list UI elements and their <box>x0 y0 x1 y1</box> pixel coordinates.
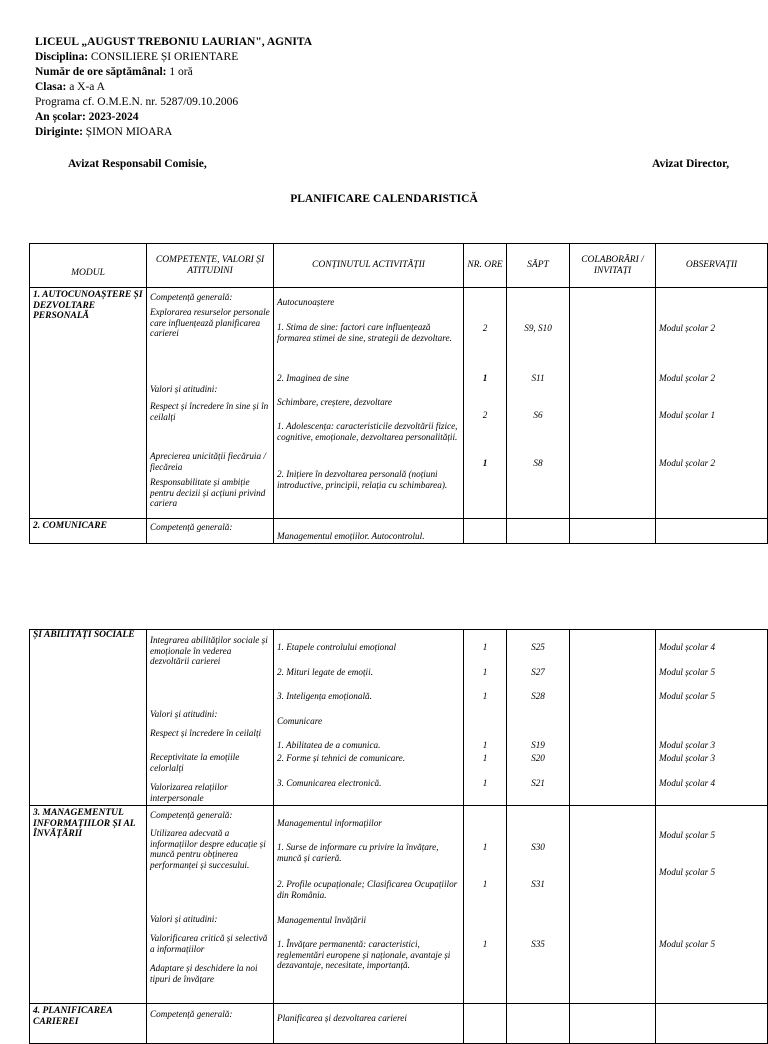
module-name-continued: ȘI ABILITĂȚI SOCIALE <box>30 630 147 806</box>
empty-cell <box>656 519 768 544</box>
table-row <box>30 806 768 1004</box>
module-name: 2. COMUNICARE <box>30 519 147 544</box>
observation-value: Modul școlar 5 <box>659 867 716 877</box>
col-observatii: OBSERVAȚII <box>656 244 768 288</box>
hours-value: 1 <box>482 691 488 701</box>
week-value: S28 <box>531 691 545 701</box>
collaborations-cell <box>570 630 656 806</box>
module-name: 1. AUTOCUNOAȘTERE ȘI DEZVOLTARE PERSONALĂ <box>30 288 147 519</box>
hours-value: 2 <box>482 410 488 420</box>
module-name: 4. PLANIFICAREA CARIEREI <box>30 1004 147 1044</box>
activity-item: 1. Învățare permanentă: caracteristici, reglementări europene și naționale, avantaje și dezavantaje, necesitate, importanță. <box>277 939 451 970</box>
observation-value: Modul școlar 4 <box>659 778 716 788</box>
col-nr-ore: NR. ORE <box>464 244 507 288</box>
col-modul: MODUL <box>30 244 147 288</box>
planning-table-2 <box>29 629 768 1044</box>
competence-text: Explorarea resurselor personale care influențează planificarea carierei <box>150 307 270 338</box>
activity-heading: Schimbare, creștere, dezvoltare <box>277 397 392 407</box>
class-line: Clasa: a X-a A <box>35 81 105 93</box>
table-row <box>30 630 768 806</box>
observation-value: Modul școlar 5 <box>659 667 716 677</box>
hours-value: 1 <box>482 373 488 383</box>
activity-item: 2. Inițiere în dezvoltarea personală (noțiuni introductive, principii, relația cu schimbarea). <box>277 469 448 490</box>
observation-value: Modul școlar 4 <box>659 642 716 652</box>
observation-value: Modul școlar 5 <box>659 691 716 701</box>
values-label: Valori și atitudini: <box>150 914 218 924</box>
value-item: Valorizarea relațiilor interpersonale <box>150 782 228 803</box>
table-row <box>30 519 768 544</box>
collaborations-cell <box>570 806 656 1004</box>
hours-value: 1 <box>482 778 488 788</box>
observation-value: Modul școlar 5 <box>659 939 716 949</box>
week-value: S8 <box>533 458 543 468</box>
value-item: Aprecierea unicității fiecăruia / fiecăreia <box>150 451 266 472</box>
planning-table-1 <box>29 243 768 544</box>
competence-general-label: Competență generală: <box>150 292 233 302</box>
competences-cell <box>147 806 274 1004</box>
week-value: S25 <box>531 642 545 652</box>
value-item: Valorificarea critică și selectivă a informațiilor <box>150 933 268 954</box>
observation-value: Modul școlar 2 <box>659 323 716 333</box>
table-header-row <box>30 244 768 288</box>
activity-item: 2. Profile ocupaționale; Clasificarea Ocupațiilor din România. <box>277 879 458 900</box>
observations-cell <box>656 630 768 806</box>
empty-cell <box>507 519 570 544</box>
values-label: Valori și atitudini: <box>150 384 218 394</box>
activity-item: 3. Inteligența emoțională. <box>277 691 372 701</box>
week-value: S27 <box>531 667 545 677</box>
activity-cell <box>274 288 464 519</box>
week-value: S30 <box>531 842 545 852</box>
hours-value: 1 <box>482 667 488 677</box>
collaborations-cell <box>570 288 656 519</box>
col-competente: COMPETENȚE, VALORI ȘI ATITUDINI <box>147 244 274 288</box>
activity-cell <box>274 806 464 1004</box>
competences-cell <box>147 288 274 519</box>
school-year-line: An școlar: 2023-2024 <box>35 111 139 123</box>
observations-cell <box>656 288 768 519</box>
competence-text: Utilizarea adecvată a informațiilor despre educație și muncă pentru obținerea performanței și succesului. <box>150 828 266 870</box>
week-cell <box>507 630 570 806</box>
observation-value: Modul școlar 2 <box>659 373 716 383</box>
activity-item: 3. Comunicarea electronică. <box>277 778 382 788</box>
activity-heading: Managementul învățării <box>277 915 367 925</box>
page-title: PLANIFICARE CALENDARISTICĂ <box>290 193 478 205</box>
observation-value: Modul școlar 2 <box>659 458 716 468</box>
activity-heading: Managementul informațiilor <box>277 818 382 828</box>
hours-value: 1 <box>482 458 488 468</box>
hours-cell <box>464 288 507 519</box>
school-name: LICEUL „AUGUST TREBONIU LAURIAN", AGNITA <box>35 36 313 48</box>
competence-text: Integrarea abilităților sociale și emoționale în vederea dezvoltării carierei <box>150 635 268 666</box>
activity-item: 2. Imaginea de sine <box>277 373 349 383</box>
activity-heading: Managementul emoțiilor. Autocontrolul. <box>274 519 464 544</box>
observation-value: Modul școlar 5 <box>659 830 716 840</box>
hours-value: 1 <box>482 642 488 652</box>
competence-general-label: Competență generală: <box>147 519 274 544</box>
competence-general-label: Competență generală: <box>150 810 233 820</box>
hours-value: 1 <box>482 879 488 889</box>
approval-director: Avizat Director, <box>652 158 730 170</box>
week-value: S31 <box>531 879 545 889</box>
discipline-line: Disciplina: CONSILIERE ȘI ORIENTARE <box>35 51 239 63</box>
activity-cell <box>274 630 464 806</box>
hours-cell <box>464 806 507 1004</box>
activity-item: 1. Adolescența: caracteristicile dezvoltării fizice, cognitive, emoționale, dezvoltarea personalității. <box>277 421 458 442</box>
activity-heading: Autocunoaștere <box>277 297 335 307</box>
week-value: S35 <box>531 939 545 949</box>
empty-cell <box>570 519 656 544</box>
observation-value: Modul școlar 1 <box>659 410 716 420</box>
hours-value: 1 <box>482 939 488 949</box>
values-label: Valori și atitudini: <box>150 709 218 719</box>
activity-item: 1. Surse de informare cu privire la învățare, muncă și carieră. <box>277 842 439 863</box>
week-value: S20 <box>531 753 545 763</box>
table-row <box>30 288 768 519</box>
activity-item: 1. Stima de sine: factori care influențează formarea stimei de sine, strategii de dezvoltare. <box>277 322 452 343</box>
hours-value: 1 <box>482 842 488 852</box>
teacher-line: Diriginte: ȘIMON MIOARA <box>35 126 173 138</box>
activity-heading: Planificarea și dezvoltarea carierei <box>274 1004 464 1044</box>
col-colaborari: COLABORĂRI / INVITAȚI <box>570 244 656 288</box>
col-sapt: SĂPT <box>507 244 570 288</box>
week-cell <box>507 288 570 519</box>
observations-cell <box>656 806 768 1004</box>
activity-item: 1. Abilitatea de a comunica. <box>277 740 381 750</box>
value-item: Respect și încredere în ceilalți <box>150 728 262 738</box>
week-value: S21 <box>531 778 545 788</box>
value-item: Receptivitate la emoțiile celorlalți <box>150 752 240 773</box>
approval-commission: Avizat Responsabil Comisie, <box>68 158 207 170</box>
hours-value: 1 <box>482 753 488 763</box>
value-item: Responsabilitate și ambiție pentru decizii și acțiuni privind cariera <box>150 477 266 508</box>
activity-heading: Comunicare <box>277 716 323 726</box>
programa-line: Programa cf. O.M.E.N. nr. 5287/09.10.2006 <box>35 96 239 108</box>
value-item: Adaptare și deschidere la noi tipuri de învățare <box>150 963 258 984</box>
competences-cell <box>147 630 274 806</box>
competence-general-label: Competență generală: <box>147 1004 274 1044</box>
value-item: Respect și încredere în sine și în ceilalți <box>150 401 269 422</box>
hours-value: 2 <box>482 323 488 333</box>
module-name: 3. MANAGEMENTUL INFORMAȚIILOR ȘI AL ÎNVĂȚĂRII <box>30 806 147 1004</box>
week-value: S6 <box>533 410 543 420</box>
col-continut: CONȚINUTUL ACTIVITĂȚII <box>274 244 464 288</box>
week-value: S9, S10 <box>524 323 552 333</box>
hours-line: Număr de ore săptămânal: 1 oră <box>35 66 193 78</box>
hours-value: 1 <box>482 740 488 750</box>
week-value: S11 <box>531 373 545 383</box>
activity-item: 2. Mituri legate de emoții. <box>277 667 373 677</box>
week-cell <box>507 806 570 1004</box>
activity-item: 2. Forme și tehnici de comunicare. <box>277 753 405 763</box>
empty-cell <box>464 519 507 544</box>
observation-value: Modul școlar 3 <box>659 740 716 750</box>
week-value: S19 <box>531 740 545 750</box>
hours-cell <box>464 630 507 806</box>
observation-value: Modul școlar 3 <box>659 753 716 763</box>
activity-item: 1. Etapele controlului emoțional <box>277 642 397 652</box>
